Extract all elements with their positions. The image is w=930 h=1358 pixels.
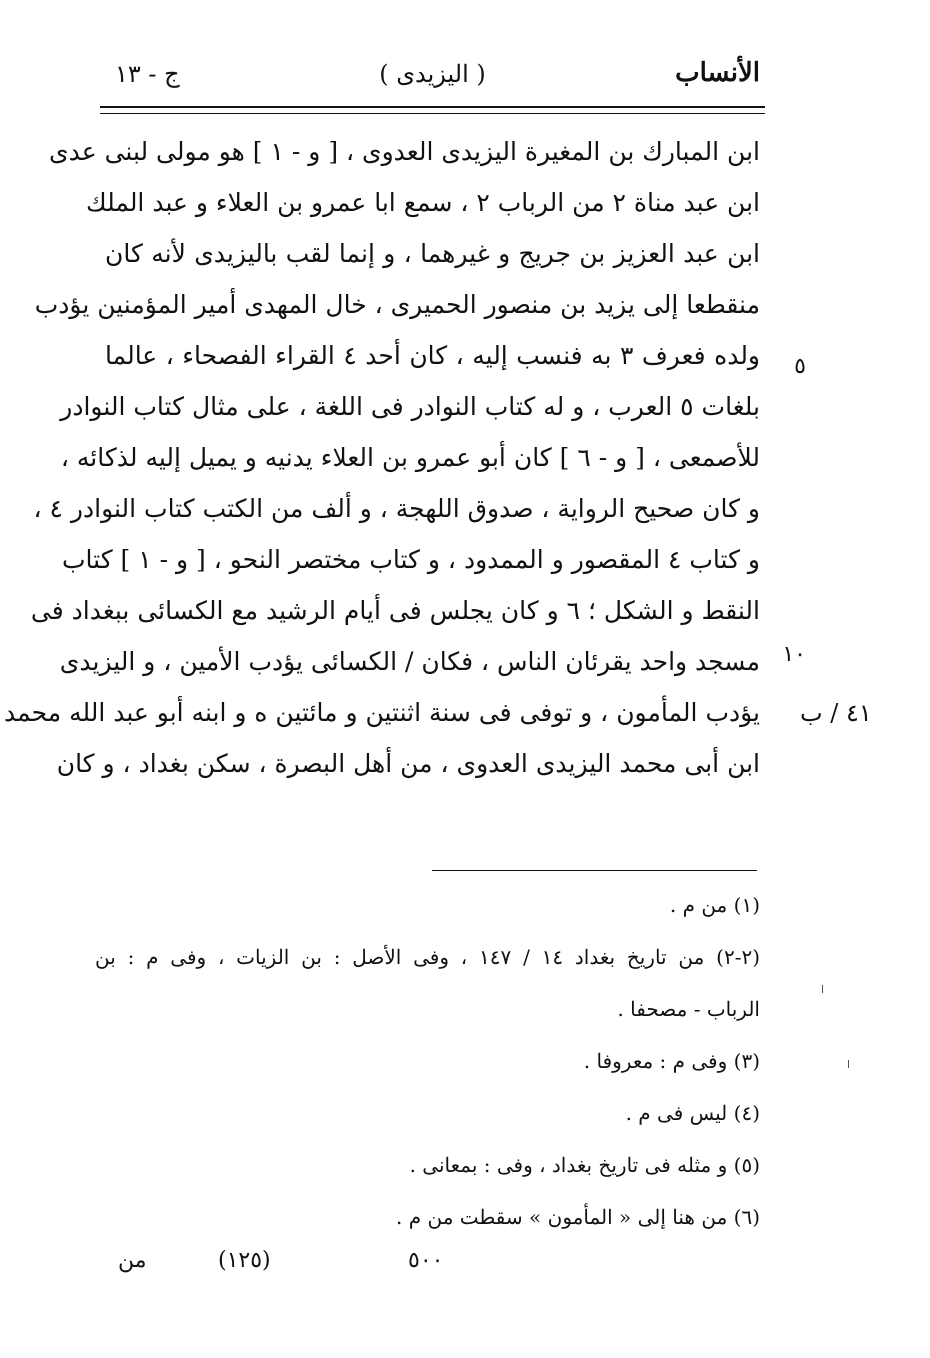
text-line: منقطعا إلى يزيد بن منصور الحميرى ، خال المهدى أمير المؤمنين يؤدب <box>34 290 760 319</box>
text-line: ابن المبارك بن المغيرة اليزيدى العدوى ، [ و - ١ ] هو مولى لبنى عدى <box>49 137 760 166</box>
footnote-rule <box>432 870 757 871</box>
line-number-10: ١٠ <box>782 642 806 667</box>
footnote-continuation: الرباب - مصحفا . <box>617 997 760 1021</box>
text-line: مسجد واحد يقرئان الناس ، فكان / الكسائى يؤدب الأمين ، و اليزيدى <box>59 647 760 676</box>
text-line: و كتاب ٤ المقصور و الممدود ، و كتاب مختصر النحو ، [ و - ١ ] كتاب <box>62 545 760 574</box>
footnote: (١) من م . <box>669 893 760 917</box>
text-line: بلغات ٥ العرب ، و له كتاب النوادر فى اللغة ، على مثال كتاب النوادر <box>60 392 760 421</box>
folio-margin-note: ٤١ / ب <box>800 699 872 727</box>
running-header <box>105 58 760 98</box>
text-line: ابن أبى محمد اليزيدى العدوى ، من أهل البصرة ، سكن بغداد ، و كان <box>56 749 760 778</box>
page-number: ٥٠٠ <box>408 1248 444 1273</box>
footnote: (٦) من هنا إلى « المأمون » سقطت من م . <box>396 1205 760 1229</box>
footnote: (٣) وفى م : معروفا . <box>583 1049 760 1073</box>
footnote: (٤) ليس فى م . <box>625 1101 760 1125</box>
line-number-5: ٥ <box>794 354 806 379</box>
text-line: يؤدب المأمون ، و توفى فى سنة اثنتين و مائتين ه و ابنه أبو عبد الله محمد <box>4 698 760 727</box>
paper-speck <box>848 1060 849 1068</box>
text-line: ابن عبد العزيز بن جريج و غيرهما ، و إنما لقب باليزيدى لأنه كان <box>105 239 760 268</box>
main-text <box>4 128 761 791</box>
manuscript-page-number: (١٢٥) <box>218 1248 271 1273</box>
header-entry-name: ( اليزيدى ) <box>379 60 486 88</box>
footnote: (٢-٢) من تاريخ بغداد ١٤ / ١٤٧ ، وفى الأصل : بن الزيات ، وفى م : بن <box>95 945 761 969</box>
paper-speck <box>822 985 823 993</box>
footnotes <box>95 880 760 1244</box>
page-footer <box>100 1248 765 1282</box>
text-line: للأصمعى ، [ و - ٦ ] كان أبو عمرو بن العلاء يدنيه و يميل إليه لذكائه ، <box>60 443 760 472</box>
catchword: من <box>118 1248 147 1273</box>
text-line: ولده فعرف ٣ به فنسب إليه ، كان أحد ٤ القراء الفصحاء ، عالما <box>105 341 761 370</box>
header-book-title: الأنساب <box>675 58 760 88</box>
text-line: ابن عبد مناة ٢ من الرباب ٢ ، سمع ابا عمرو بن العلاء و عبد الملك <box>86 188 760 217</box>
header-double-rule <box>100 106 765 114</box>
text-line: النقط و الشكل ؛ ٦ و كان يجلس فى أيام الرشيد مع الكسائى ببغداد فى <box>30 596 760 625</box>
footnote: (٥) و مثله فى تاريخ بغداد ، وفى : بمعانى . <box>409 1153 760 1177</box>
text-line: و كان صحيح الرواية ، صدوق اللهجة ، و ألف من الكتب كتاب النوادر ٤ ، <box>33 494 760 523</box>
header-volume-page: ج - ١٣ <box>115 60 180 88</box>
